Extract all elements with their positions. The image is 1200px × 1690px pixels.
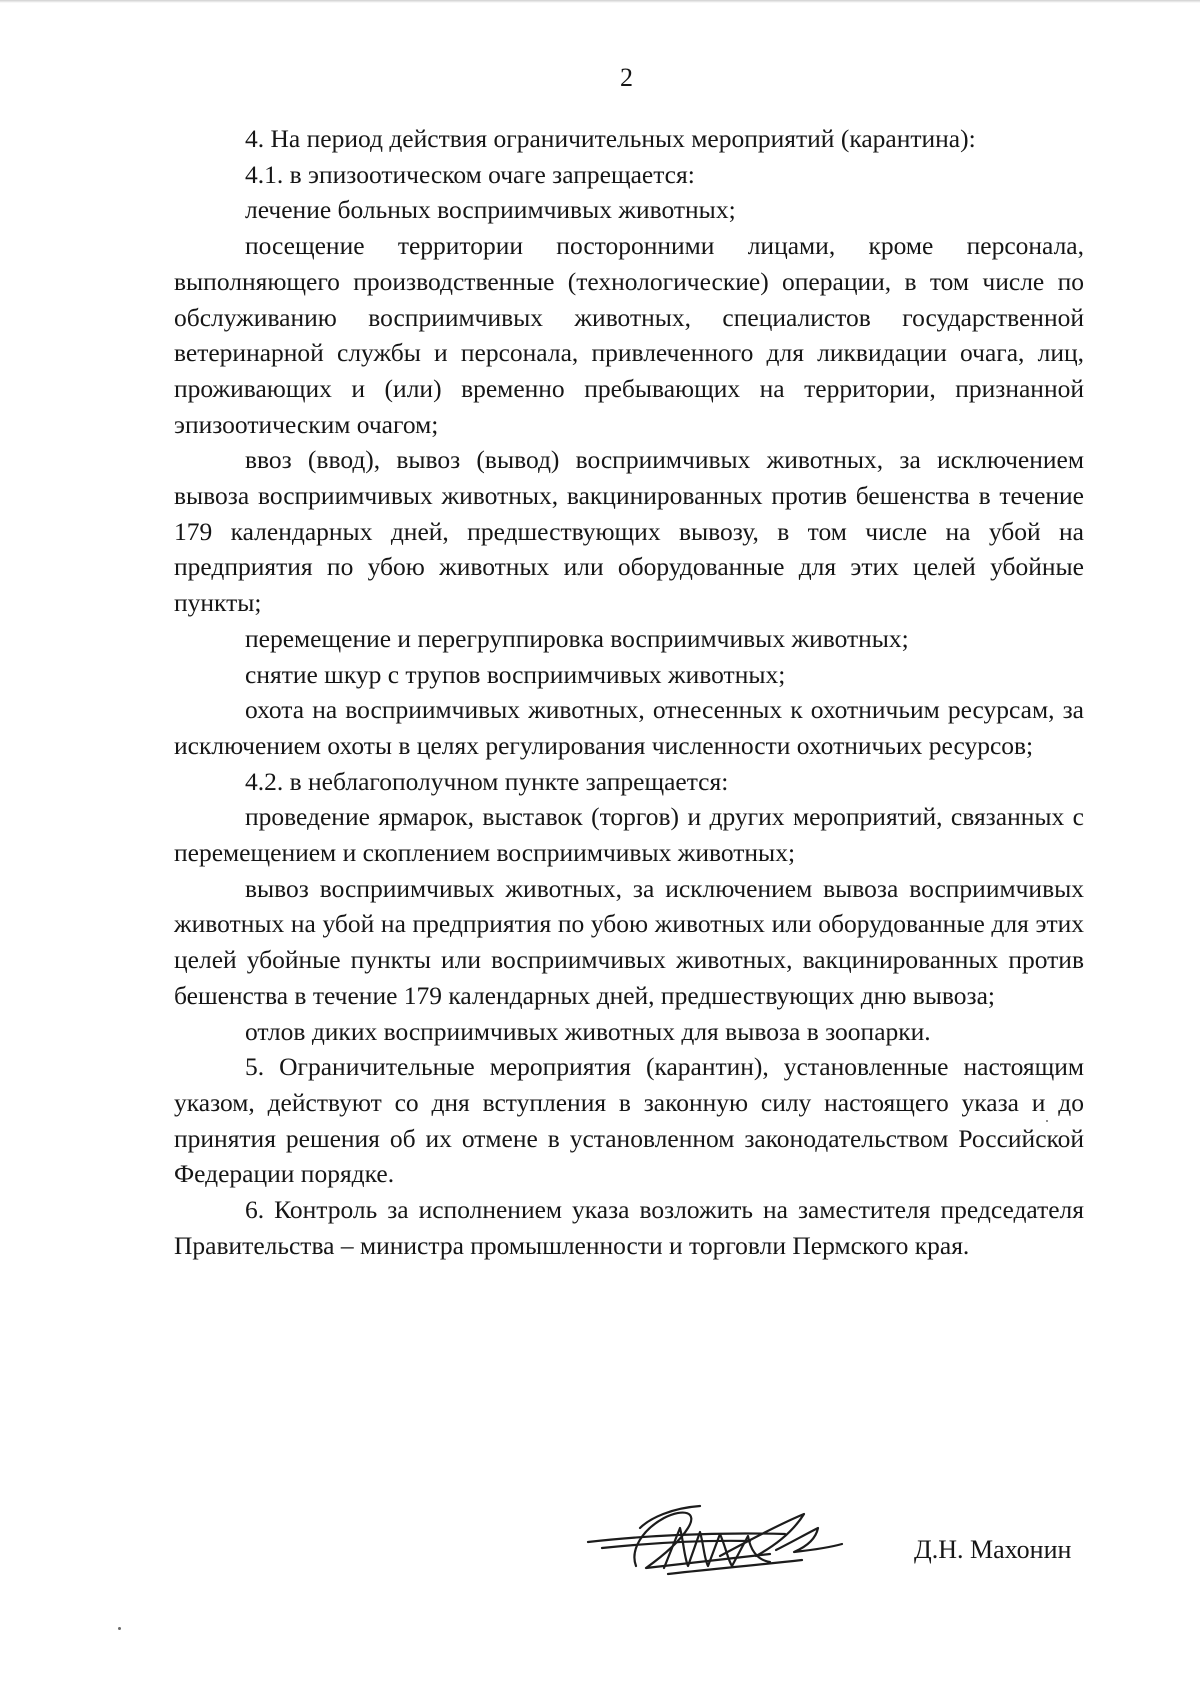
scan-edge	[0, 0, 1200, 3]
signature-block	[580, 1470, 1100, 1600]
paragraph-6: 6. Контроль за исполнением указа возложить на заместителя председателя Правительства – министра промышленности и торговли Пермского края.	[174, 1195, 1084, 1260]
paragraph-visit-ban: посещение территории посторонними лицами, кроме персонала, выполняющего производственные (технологические) операции, в том числе по обслуживанию восприимчивых животных, специалистов государственной ветеринарной службы и персонала, привлеченного для ликвидации очага, лиц, проживающих и (или) временно пребывающих на территории, признанной эпизоотическим очагом;	[174, 231, 1084, 439]
page-number: 2	[620, 63, 633, 92]
paragraph-movement-ban: перемещение и перегруппировка восприимчивых животных;	[245, 623, 909, 653]
paragraph-import-export-ban: ввоз (ввод), вывоз (вывод) восприимчивых животных, за исключением вывоза восприимчивых животных, вакцинированных против бешенства в течение 179 календарных дней, предшествующих вывозу, в том числе на убой на предприятия по убою животных или оборудованные для этих целей убойные пункты;	[174, 445, 1084, 618]
paragraph-hunting-ban: охота на восприимчивых животных, отнесенных к охотничьим ресурсам, за исключением охоты в целях регулирования численности охотничьих ресурсов;	[174, 695, 1084, 760]
paragraph-4-2-heading: 4.2. в неблагополучном пункте запрещается:	[245, 766, 729, 796]
document-body	[174, 121, 1084, 1264]
paragraph-capture-ban: отлов диких восприимчивых животных для вывоза в зоопарки.	[245, 1016, 931, 1046]
paragraph-export-ban: вывоз восприимчивых животных, за исключением вывоза восприимчивых животных на убой на предприятия по убою животных или оборудованные для этих целей убойные пункты или восприимчивых животных, вакцинированных против бешенства в течение 179 календарных дней, предшествующих дню вывоза;	[174, 873, 1084, 1010]
scan-speck	[118, 1627, 121, 1630]
scan-speck	[1046, 1120, 1048, 1122]
signer-name: Д.Н. Махонин	[914, 1535, 1072, 1564]
paragraph-skinning-ban: снятие шкур с трупов восприимчивых животных;	[245, 659, 786, 689]
paragraph-5: 5. Ограничительные мероприятия (карантин), установленные настоящим указом, действуют со дня вступления в законную силу настоящего указа и до принятия решения об их отмене в установленном законодательством Российской Федерации порядке.	[174, 1052, 1084, 1189]
paragraph-fairs-ban: проведение ярмарок, выставок (торгов) и других мероприятий, связанных с перемещением и скоплением восприимчивых животных;	[174, 802, 1084, 868]
paragraph-4-1-heading: 4.1. в эпизоотическом очаге запрещается:	[245, 159, 695, 189]
handwritten-signature	[580, 1470, 860, 1600]
paragraph-4-intro: 4. На период действия ограничительных мероприятий (карантина):	[245, 124, 976, 153]
paragraph-treatment-ban: лечение больных восприимчивых животных;	[245, 195, 736, 225]
